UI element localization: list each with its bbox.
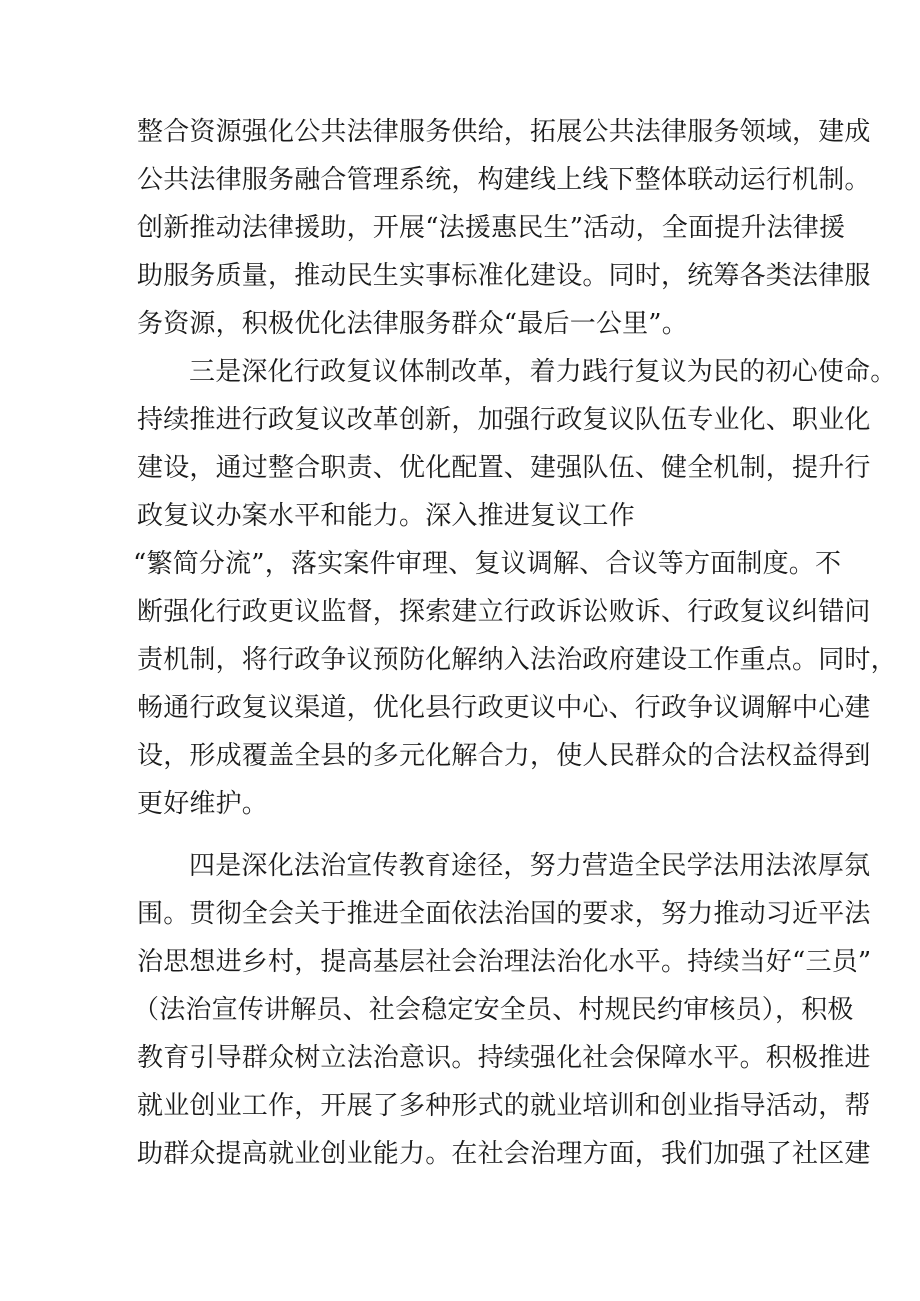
paragraph-3: [133, 842, 872, 1178]
text-line: 治思想进乡村，提高基层社会治理法治化水平。持续当好“三员”: [137, 947, 872, 977]
text-line: 建设，通过整合职责、优化配置、建强队伍、健全机制，提升行: [137, 453, 871, 483]
text-line: 就业创业工作，开展了多种形式的就业培训和创业指导活动，帮: [137, 1091, 871, 1121]
text-line: 整合资源强化公共法律服务供给，拓展公共法律服务领域，建成: [137, 117, 871, 147]
paragraph-spacer: [137, 828, 797, 842]
text-line: 畅通行政复议渠道，优化县行政更议中心、行政争议调解中心建: [137, 693, 871, 723]
text-line: 教育引导群众树立法治意识。持续强化社会保障水平。积极推进: [137, 1043, 871, 1073]
paragraph-2: [133, 348, 897, 828]
text-line: 断强化行政更议监督，探索建立行政诉讼败诉、行政复议纠错问: [137, 597, 871, 627]
text-line: 创新推动法律援助，开展“法援惠民生”活动，全面提升法律援: [137, 213, 846, 243]
text-line: 围。贯彻全会关于推进全面依法治国的要求，努力推动习近平法: [137, 899, 871, 929]
text-line: 公共法律服务融合管理系统，构建线上线下整体联动运行机制。: [137, 165, 871, 195]
text-line: 四是深化法治宣传教育途径，努力营造全民学法用法浓厚氛: [189, 851, 871, 881]
text-line: 更好维护。: [137, 789, 269, 819]
text-line: 持续推进行政复议改革创新，加强行政复议队伍专业化、职业化: [137, 405, 871, 435]
text-line: 三是深化行政复议体制改革，着力践行复议为民的初心使命。: [189, 357, 897, 387]
text-line: 设，形成覆盖全县的多元化解合力，使人民群众的合法权益得到: [137, 741, 871, 771]
document-body: [133, 108, 897, 1178]
paragraph-1: [137, 108, 871, 348]
text-line: （法治宣传讲解员、社会稳定安全员、村规民约审核员），积极: [133, 995, 854, 1025]
text-line: 助群众提高就业创业能力。在社会治理方面，我们加强了社区建: [137, 1139, 871, 1169]
text-line: 政复议办案水平和能力。深入推进复议工作: [137, 501, 635, 531]
text-line: 责机制，将行政争议预防化解纳入法治政府建设工作重点。同时，: [137, 645, 897, 675]
text-line: 务资源，积极优化法律服务群众“最后一公里”。: [137, 309, 688, 339]
text-line: “繁简分流”，落实案件审理、复议调解、合议等方面制度。不: [133, 549, 842, 579]
text-line: 助服务质量，推动民生实事标准化建设。同时，统筹各类法律服: [137, 261, 871, 291]
